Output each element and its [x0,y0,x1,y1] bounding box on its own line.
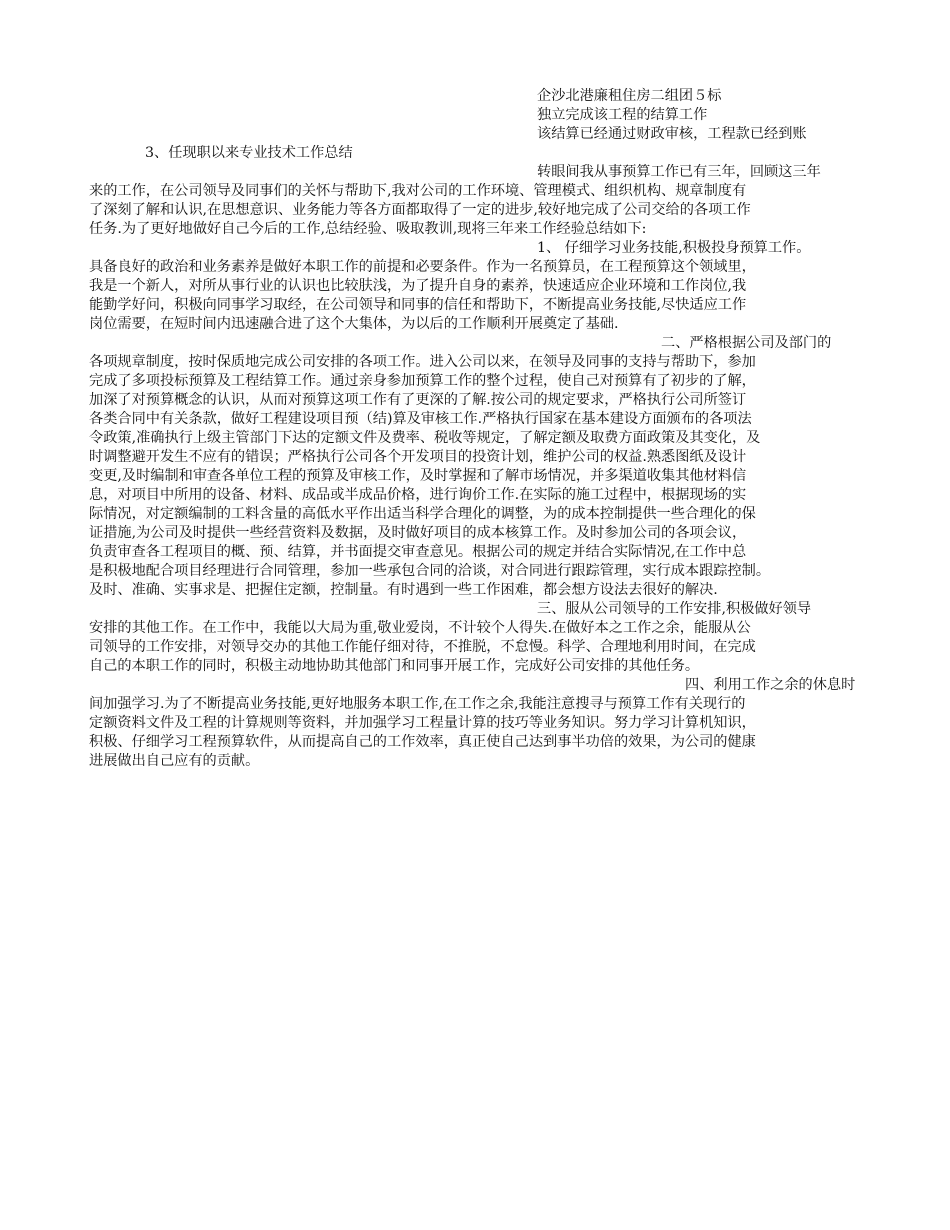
p2-line-5: 各类合同中有关条款，做好工程建设项目预（结)算及审核工作.严格执行国家在基本建设方面颁布的各项法 [89,411,752,427]
p2-line-7: 时调整避开发生不应有的错误；严格执行公司各个开发项目的投资计划，维护公司的权益.熟悉图纸及设计 [89,449,747,465]
p1-heading: 1、 仔细学习业务技能,积极投身预算工作。 [537,240,811,256]
top-line-1: 企沙北港廉租住房二组团５标 [537,88,722,104]
p2-line-11: 证措施,为公司及时提供一些经营资料及数据，及时做好项目的成本核算工作。及时参加公司的各项会议， [89,525,747,541]
p2-line-12: 负责审查各工程项目的概、预、结算，并书面提交审查意见。根据公司的规定并结合实际情况,在工作中总 [89,544,747,560]
p4-line-2: 间加强学习.为了不断提高业务技能,更好地服务本职工作,在工作之余,我能注意搜寻与预算工作有关现行的 [89,696,746,712]
p2-line-4: 加深了对预算概念的认识，从而对预算这项工作有了更深的了解.按公司的规定要求，严格执行公司所签订 [89,392,747,408]
p3-line-3: 司领导的工作安排，对领导交办的其他工作能仔细对待，不推脱，不怠慢。科学、合理地利用时间，在完成 [89,639,756,655]
p2-line-2: 各项规章制度，按时保质地完成公司安排的各项工作。进入公司以来，在领导及同事的支持与帮助下，参加 [89,354,756,370]
p3-line-2: 安排的其他工作。在工作中，我能以大局为重,敬业爱岗，不计较个人得失.在做好本之工作之余，能服从公 [89,620,751,636]
top-line-2: 独立完成该工程的结算工作 [537,107,708,123]
p2-line-9: 息，对项目中所用的设备、材料、成品或半成品价格，进行询价工作.在实际的施工过程中，根据现场的实 [89,487,747,503]
intro-line-1: 转眼间我从事预算工作已有三年，回顾这三年 [537,164,821,180]
p4-line-4: 积极、仔细学习工程预算软件，从而提高自己的工作效率，真正使自己达到事半功倍的效果，为公司的健康 [89,734,756,750]
p2-line-10: 际情况，对定额编制的工料含量的高低水平作出适当科学合理化的调整，为的成本控制提供一些合理化的保 [89,506,756,522]
p2-line-14: 及时、准确、实事求是、把握住定额，控制量。有时遇到一些工作困难，都会想方设法去很好的解决. [89,582,718,598]
section-heading: 3、任现职以来专业技术工作总结 [145,145,353,161]
p4-heading: 四、利用工作之余的休息时 [685,677,856,693]
p2-line-8: 变更,及时编制和审查各单位工程的预算及审核工作，及时掌握和了解市场情况，并多渠道收集其他材料信 [89,468,747,484]
p1-line-4: 能勤学好问，积极向同事学习取经，在公司领导和同事的信任和帮助下，不断提高业务技能,尽快适应工作 [89,297,747,313]
p1-line-3: 我是一个新人，对所从事行业的认识也比较肤浅，为了提升自身的素养，快速适应企业环境和工作岗位,我 [89,278,747,294]
intro-line-4: 任务.为了更好地做好自己今后的工作,总结经验、吸取教训,现将三年来工作经验总结如下: [89,221,647,237]
top-line-3: 该结算已经通过财政审核，工程款已经到账 [537,126,807,142]
intro-line-2: 来的工作，在公司领导及同事们的关怀与帮助下,我对公司的工作环境、管理模式、组织机构、规章制度有 [89,183,747,199]
intro-line-3: 了深刻了解和认识,在思想意识、业务能力等各方面都取得了一定的进步,较好地完成了公司交给的各项工作 [89,202,751,218]
p3-line-4: 自己的本职工作的同时，积极主动地协助其他部门和同事开展工作，完成好公司安排的其他任务。 [89,658,700,674]
p2-heading: 二、严格根据公司及部门的 [661,335,832,351]
p3-heading: 三、服从公司领导的工作安排,积极做好领导 [537,601,812,617]
p1-line-5: 岗位需要，在短时间内迅速融合进了这个大集体，为以后的工作顺利开展奠定了基础. [89,316,619,332]
p2-line-3: 完成了多项投标预算及工程结算工作。通过亲身参加预算工作的整个过程，使自己对预算有了初步的了解， [89,373,756,389]
p4-line-3: 定额资料文件及工程的计算规则等资料，并加强学习工程量计算的技巧等业务知识。努力学习计算机知识， [89,715,756,731]
p2-line-6: 令政策,准确执行上级主管部门下达的定额文件及费率、税收等规定，了解定额及取费方面政策及其变化，及 [89,430,761,446]
p4-line-5: 进展做出自己应有的贡献。 [89,753,260,769]
p1-line-2: 具备良好的政治和业务素养是做好本职工作的前提和必要条件。作为一名预算员，在工程预算这个领域里， [89,259,756,275]
p2-line-13: 是积极地配合项目经理进行合同管理，参加一些承包合同的洽谈，对合同进行跟踪管理，实行成本跟踪控制。 [89,563,771,579]
